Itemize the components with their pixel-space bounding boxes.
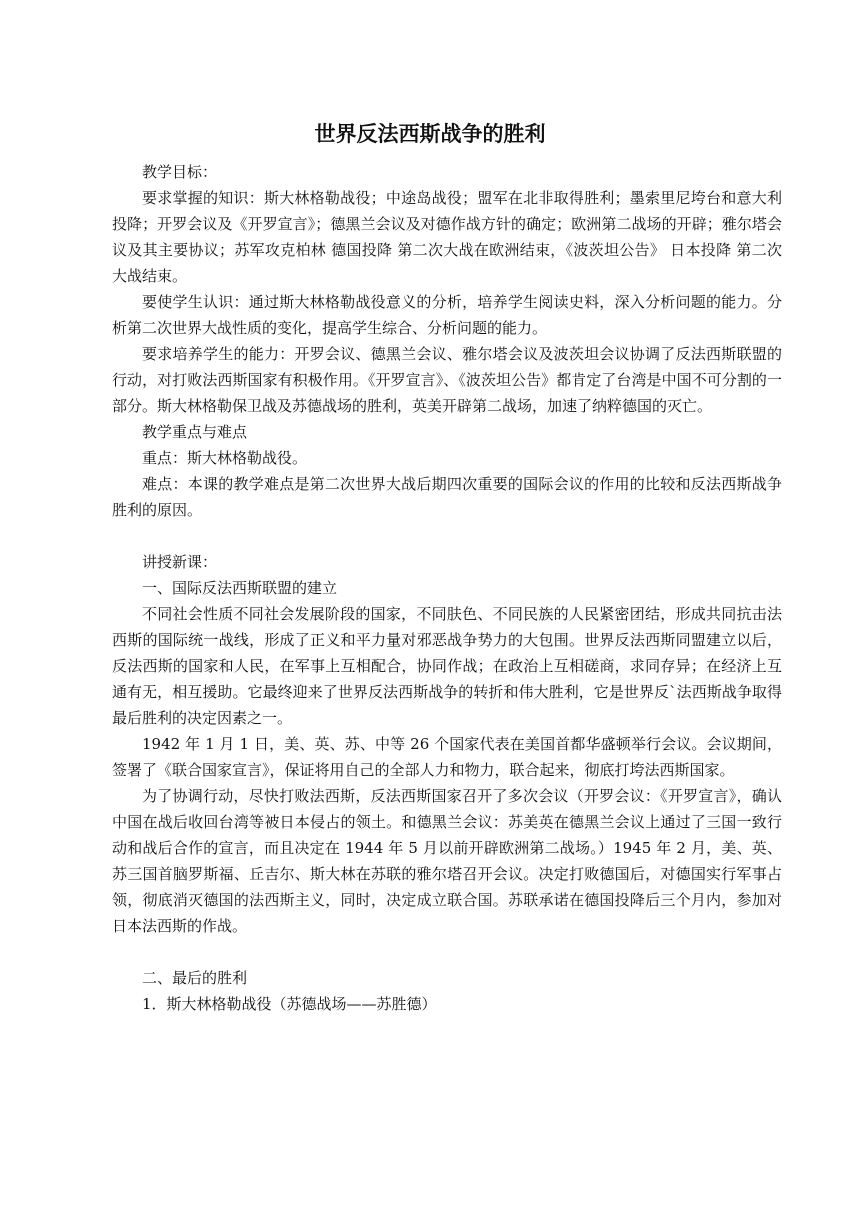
paragraph-ability-requirements: 要求培养学生的能力：开罗会议、德黑兰会议、雅尔塔会议及波茨坦会议协调了反法西斯联盟的行动，对打败法西斯国家有积极作用。《开罗宣言》、《波茨坦公告》都肯定了台湾是中国不可分割的一部分。斯大林格勒保卫战及苏德战场的胜利，英美开辟第二战场，加速了纳粹德国的灭亡。	[112, 345, 782, 415]
subsection-stalingrad: 1．斯大林格勒战役（苏德战场——苏胜德）	[142, 995, 437, 1013]
blank-line	[112, 939, 782, 965]
paragraph-new-lesson-heading: 讲授新课：	[142, 553, 218, 571]
paragraph-alliance-description: 不同社会性质不同社会发展阶段的国家，不同肤色、不同民族的人民紧密团结，形成共同抗击法西斯的国际统一战线，形成了正义和平力量对邪恶战争势力的大包围。世界反法西斯同盟建立以后，反法西斯的国家和人民，在军事上互相配合，协同作战；在政治上互相磋商，求同存异；在经济上互通有无，相互援助。它最终迎来了世界反法西斯战争的转折和伟大胜利，它是世界反`法西斯战争取得最后胜利的决定因素之一。	[112, 605, 782, 727]
blank-line	[112, 523, 782, 549]
paragraph-1942-declaration: 1942 年 1 月 1 日，美、英、苏、中等 26 个国家代表在美国首都华盛顿举行会议。会议期间，签署了《联合国家宣言》，保证将用自己的全部人力和物力，联合起来，彻底打垮法西斯国家。	[112, 735, 782, 779]
paragraph-key-difficult-heading: 教学重点与难点	[142, 423, 248, 441]
paragraph-knowledge-requirements: 要求掌握的知识：斯大林格勒战役；中途岛战役；盟军在北非取得胜利；墨索里尼垮台和意大利投降；开罗会议及《开罗宣言》；德黑兰会议及对德作战方针的确定；欧洲第二战场的开辟；雅尔塔会议及其主要协议；苏军攻克柏林 德国投降 第二次大战在欧洲结束，《波茨坦公告》 日本投降 第二次大战结束。	[112, 189, 782, 285]
document-title: 世界反法西斯战争的胜利	[314, 122, 546, 146]
paragraph-key-point: 重点：斯大林格勒战役。	[142, 449, 308, 467]
section-heading-alliance: 一、国际反法西斯联盟的建立	[142, 579, 338, 597]
section-heading-final-victory: 二、最后的胜利	[142, 969, 248, 987]
paragraph-conferences: 为了协调行动，尽快打败法西斯，反法西斯国家召开了多次会议（开罗会议：《开罗宣言》，确认中国在战后收回台湾等被日本侵占的领土。和德黑兰会议：苏美英在德黑兰会议上通过了三国一致行动和战后合作的宣言，而且决定在 1944 年 5 月以前开辟欧洲第二战场。）1945 年 2 月，美、英、苏三国首脑罗斯福、丘吉尔、斯大林在苏联的雅尔塔召开会议。决定打败德国后，对德国实行军事占领，彻底消灭德国的法西斯主义，同时，决定成立联合国。苏联承诺在德国投降后三个月内，参加对日本法西斯的作战。	[112, 787, 782, 935]
paragraph-teaching-goals-heading: 教学目标：	[142, 163, 218, 181]
document-body	[112, 159, 782, 1017]
paragraph-difficult-point: 难点：本课的教学难点是第二次世界大战后期四次重要的国际会议的作用的比较和反法西斯战争胜利的原因。	[112, 475, 782, 519]
paragraph-student-understanding: 要使学生认识：通过斯大林格勒战役意义的分析，培养学生阅读史料，深入分析问题的能力。分析第二次世界大战性质的变化，提高学生综合、分析问题的能力。	[112, 293, 782, 337]
